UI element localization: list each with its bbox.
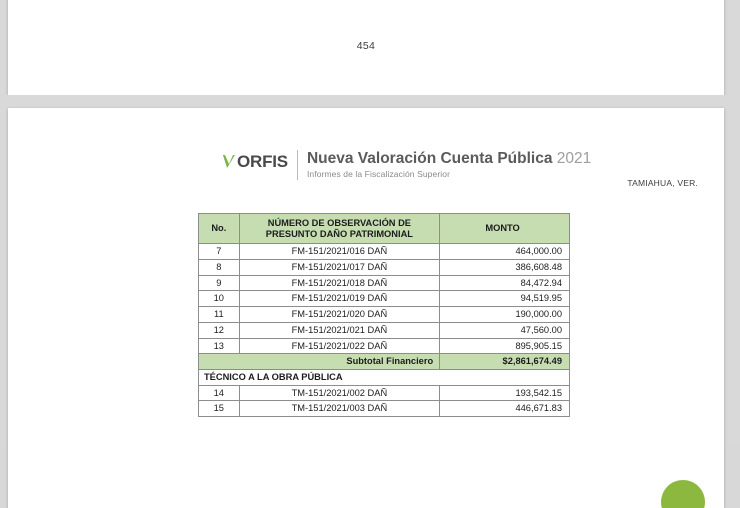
table-row <box>199 338 570 354</box>
cell-monto: 895,905.15 <box>440 338 570 354</box>
cell-no: 11 <box>199 307 240 323</box>
cell-observacion: FM-151/2021/017 DAÑ <box>239 260 440 276</box>
cell-observacion: FM-151/2021/016 DAÑ <box>239 244 440 260</box>
table-row <box>199 291 570 307</box>
header-observacion: NÚMERO DE OBSERVACIÓN DE PRESUNTO DAÑO PATRIMONIAL <box>239 214 440 244</box>
cell-observacion: FM-151/2021/020 DAÑ <box>239 307 440 323</box>
cell-observacion: TM-151/2021/003 DAÑ <box>239 401 440 417</box>
cell-no: 15 <box>199 401 240 417</box>
table-row <box>199 260 570 276</box>
table-header-row <box>199 214 570 244</box>
table-head <box>199 214 570 244</box>
document-page <box>8 108 724 508</box>
page-gap <box>0 95 740 108</box>
table-row <box>199 244 570 260</box>
cell-observacion: FM-151/2021/019 DAÑ <box>239 291 440 307</box>
cell-no: 9 <box>199 275 240 291</box>
subtotal-label: Subtotal Financiero <box>199 354 440 370</box>
cell-no: 7 <box>199 244 240 260</box>
orfis-logo <box>221 150 288 172</box>
cell-observacion: TM-151/2021/002 DAÑ <box>239 385 440 401</box>
orfis-logo-text: ORFIS <box>237 152 288 171</box>
page-number: 454 <box>356 40 376 52</box>
cell-no: 10 <box>199 291 240 307</box>
subtotal-row <box>199 354 570 370</box>
subtotal-amount: $2,861,674.49 <box>440 354 570 370</box>
table-row <box>199 385 570 401</box>
orfis-mark-icon <box>221 154 235 170</box>
previous-page <box>8 0 724 95</box>
cell-no: 12 <box>199 322 240 338</box>
header-title-block <box>307 150 591 180</box>
cell-monto: 446,671.83 <box>440 401 570 417</box>
document-header <box>221 150 591 180</box>
cell-observacion: FM-151/2021/022 DAÑ <box>239 338 440 354</box>
cell-monto: 464,000.00 <box>440 244 570 260</box>
table-row <box>199 275 570 291</box>
cell-monto: 94,519.95 <box>440 291 570 307</box>
cell-no: 14 <box>199 385 240 401</box>
cell-monto: 193,542.15 <box>440 385 570 401</box>
cell-monto: 47,560.00 <box>440 322 570 338</box>
header-divider <box>297 150 298 180</box>
section-title: TÉCNICO A LA OBRA PÚBLICA <box>199 369 570 385</box>
cell-monto: 190,000.00 <box>440 307 570 323</box>
municipality-label: TAMIAHUA, VER. <box>627 178 698 188</box>
cell-no: 13 <box>199 338 240 354</box>
table-body <box>199 244 570 417</box>
document-year: 2021 <box>556 150 592 167</box>
cell-no: 8 <box>199 260 240 276</box>
table-row <box>199 307 570 323</box>
table-row <box>199 322 570 338</box>
document-title <box>307 150 591 168</box>
document-title-text: Nueva Valoración Cuenta Pública <box>306 150 553 167</box>
document-subtitle: Informes de la Fiscalización Superior <box>306 168 451 179</box>
table-row <box>199 401 570 417</box>
cell-monto: 386,608.48 <box>440 260 570 276</box>
cell-monto: 84,472.94 <box>440 275 570 291</box>
cell-observacion: FM-151/2021/018 DAÑ <box>239 275 440 291</box>
decorative-circle <box>661 480 705 508</box>
section-row <box>199 369 570 385</box>
header-no: No. <box>199 214 240 244</box>
observations-table <box>198 213 570 417</box>
header-monto: MONTO <box>440 214 570 244</box>
cell-observacion: FM-151/2021/021 DAÑ <box>239 322 440 338</box>
